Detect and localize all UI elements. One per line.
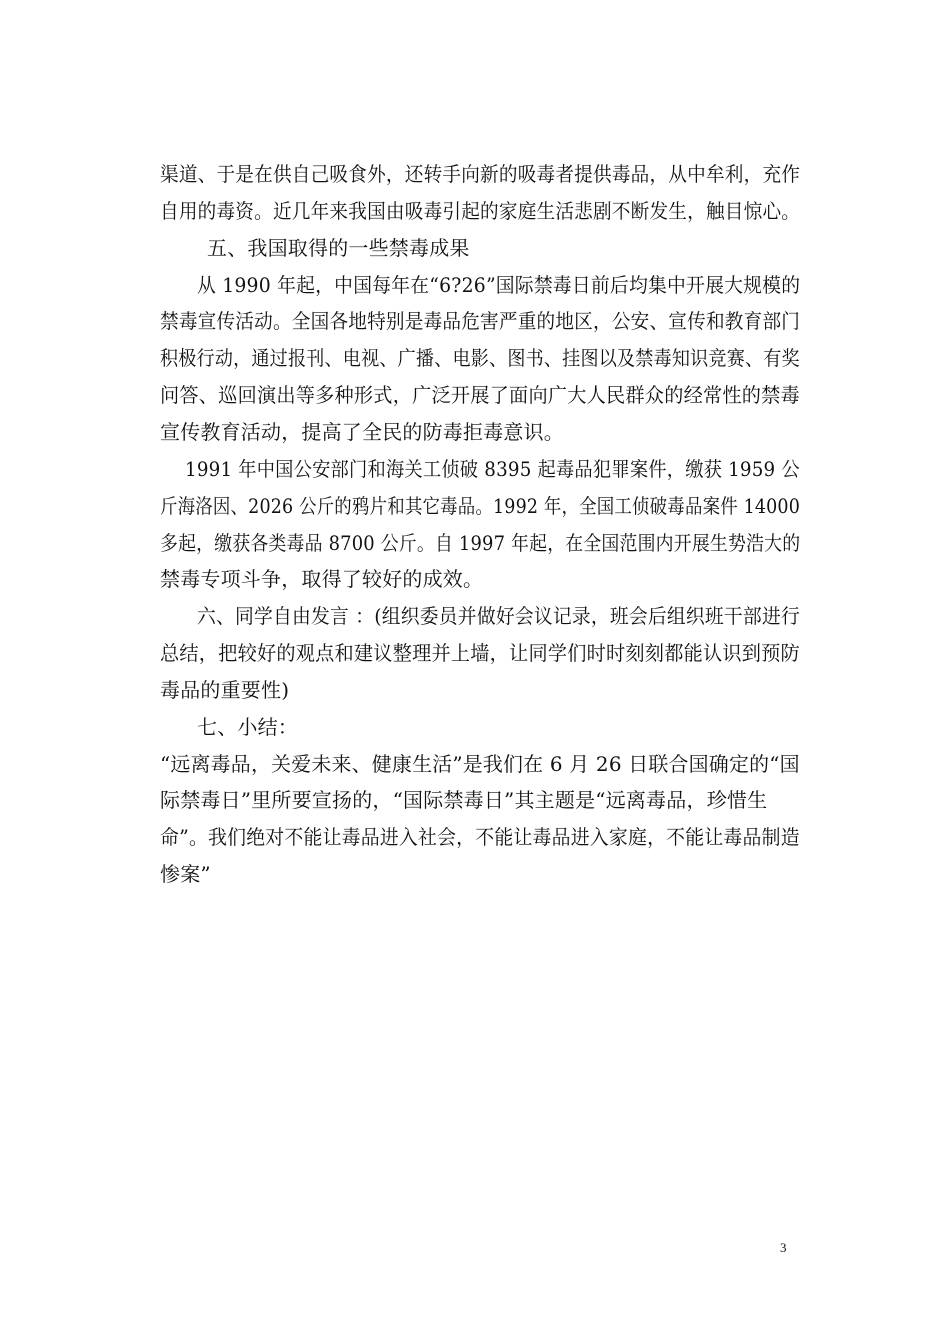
section-heading-6: 六、同学自由发言 ：(组织委员并做好会议记录，班会后组织班干部进行 <box>197 604 800 628</box>
body-text-line: 禁毒宣传活动。全国各地特别是毒品危害严重的地区，公安、宣传和教育部门 <box>160 309 801 333</box>
section-heading-7: 七、小结： <box>197 715 298 739</box>
body-text-line: 宣传教育活动，提高了全民的防毒拒毒意识。 <box>160 420 564 444</box>
body-text-line: 毒品的重要性) <box>160 678 290 702</box>
body-text-line: 1991 年中国公安部门和海关工侦破 8395 起毒品犯罪案件，缴获 1959 公 <box>185 457 800 481</box>
body-text-line: 惨案” <box>160 862 211 886</box>
body-text-line: 渠道、于是在供自己吸食外，还转手向新的吸毒者提供毒品，从中牟利，充作 <box>160 162 801 186</box>
body-text-line: “远离毒品，关爱未来、健康生活”是我们在 6 月 26 日联合国确定的“国 <box>160 752 800 776</box>
body-text-line: 积极行动，通过报刊、电视、广播、电影、图书、挂图以及禁毒知识竞赛、有奖 <box>160 346 800 370</box>
page-number: 3 <box>780 1240 787 1255</box>
body-text-line: 从 1990 年起，中国每年在“6?26”国际禁毒日前后均集中开展大规模的 <box>197 273 801 297</box>
section-heading-5: 五、我国取得的一些禁毒成果 <box>207 236 470 260</box>
body-text-line: 问答、巡回演出等多种形式，广泛开展了面向广大人民群众的经常性的禁毒 <box>160 383 800 407</box>
body-text-line: 多起，缴获各类毒品 8700 公斤。自 1997 年起，在全国范围内开展生势浩大的 <box>160 531 801 555</box>
body-text-line: 际禁毒日”里所要宣扬的，“国际禁毒日”其主题是“远离毒品，珍惜生 <box>160 788 768 812</box>
body-text-line: 禁毒专项斗争，取得了较好的成效。 <box>160 567 484 591</box>
body-text-line: 命”。我们绝对不能让毒品进入社会，不能让毒品进入家庭，不能让毒品制造 <box>160 825 800 849</box>
body-text-line: 斤海洛因、2026 公斤的鸦片和其它毒品。1992 年，全国工侦破毒品案件 14000 <box>160 494 800 518</box>
body-text-line: 自用的毒资。近几年来我国由吸毒引起的家庭生活悲剧不断发生，触目惊心。 <box>160 199 801 223</box>
body-text-line: 总结，把较好的观点和建议整理并上墙，让同学们时时刻刻都能认识到预防 <box>160 641 800 665</box>
